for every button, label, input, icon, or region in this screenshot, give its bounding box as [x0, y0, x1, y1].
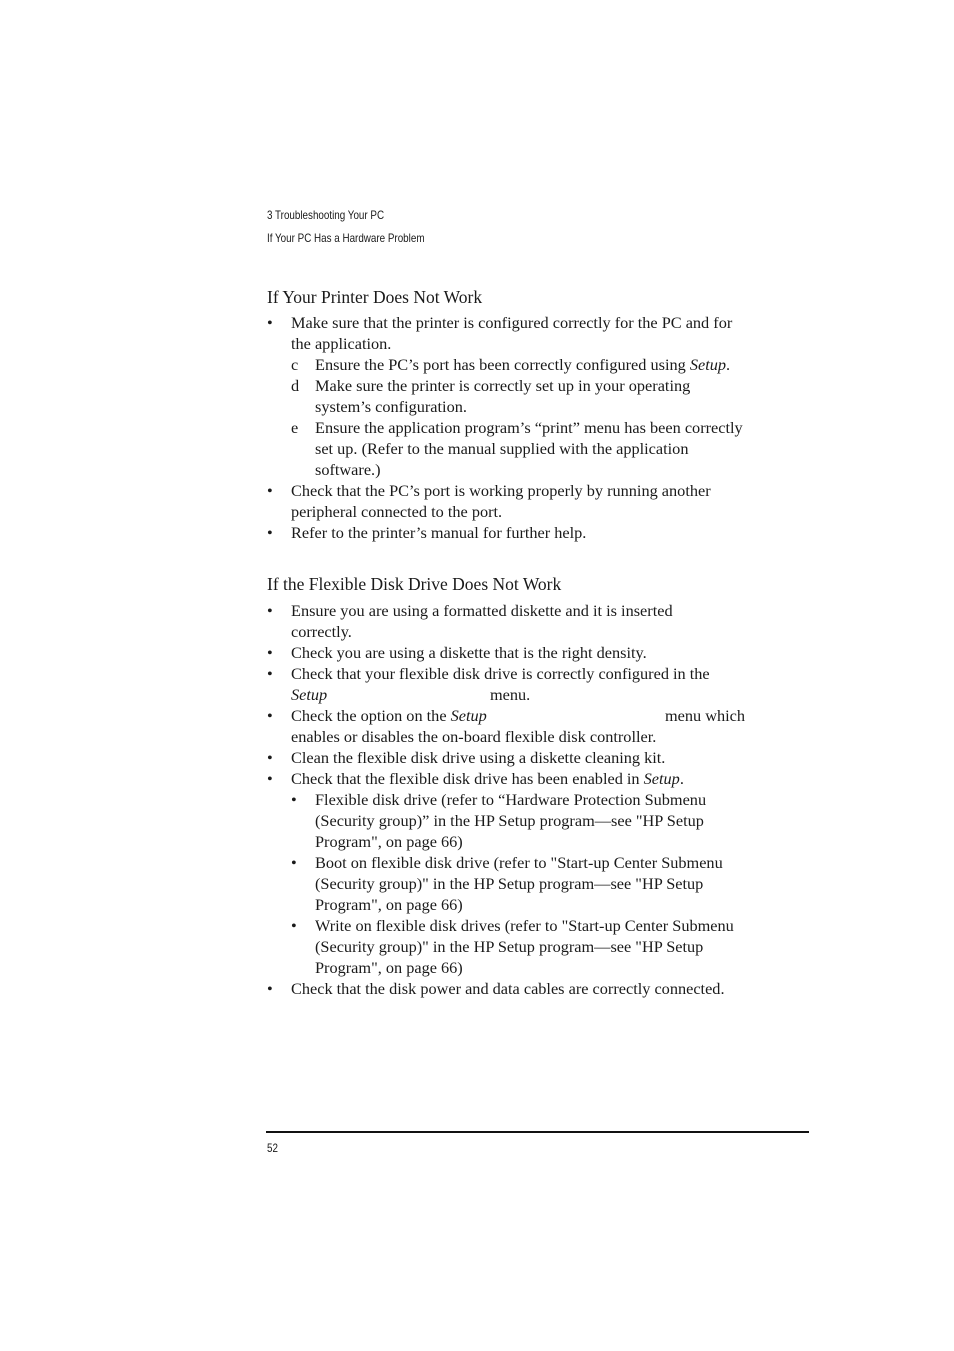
floppy-bullet-4-line-2: enables or disables the on-board flexible disk controller. [291, 727, 657, 746]
bullet-marker: • [267, 601, 273, 620]
bullet-marker: • [267, 706, 273, 725]
bullet-marker: • [267, 643, 273, 662]
step-marker-e: e [291, 418, 299, 437]
printer-step-e-line-3: software.) [315, 460, 381, 479]
setup-term: Setup [643, 769, 680, 788]
printer-step-c: Ensure the PC’s port has been correctly configured using Setup. [315, 355, 731, 374]
floppy-sub-2-line-3: Program", on page 66) [315, 895, 463, 914]
floppy-section-heading: If the Flexible Disk Drive Does Not Work [267, 574, 562, 594]
sub-bullet-marker: • [291, 790, 297, 809]
floppy-bullet-4-menu: menu which [665, 706, 746, 725]
floppy-bullet-5: Clean the flexible disk drive using a diskette cleaning kit. [291, 748, 666, 767]
setup-term: Setup [450, 706, 487, 725]
floppy-sub-3-line-2: (Security group)" in the HP Setup program—see "HP Setup [315, 937, 704, 956]
printer-bullet-3: Refer to the printer’s manual for further help. [291, 523, 587, 542]
floppy-sub-2-line-2: (Security group)" in the HP Setup program—see "HP Setup [315, 874, 704, 893]
setup-term: Setup [291, 685, 328, 704]
bullet-marker: • [267, 523, 273, 542]
bullet-marker: • [267, 313, 273, 332]
bullet-marker: • [267, 979, 273, 998]
bullet-marker: • [267, 481, 273, 500]
floppy-bullet-2: Check you are using a diskette that is the right density. [291, 643, 647, 662]
floppy-bullet-3-menu: menu. [490, 685, 531, 704]
running-header-chapter: 3 Troubleshooting Your PC [267, 208, 385, 222]
printer-bullet-2-line-2: peripheral connected to the port. [291, 502, 503, 521]
bullet-marker: • [267, 748, 273, 767]
floppy-sub-3-line-3: Program", on page 66) [315, 958, 463, 977]
floppy-sub-1-line-3: Program", on page 66) [315, 832, 463, 851]
floppy-bullet-7: Check that the disk power and data cables are correctly connected. [291, 979, 725, 998]
sub-bullet-marker: • [291, 916, 297, 935]
floppy-bullet-1-line-1: Ensure you are using a formatted diskette and it is inserted [291, 601, 673, 620]
floppy-bullet-1-line-2: correctly. [291, 622, 352, 641]
floppy-sub-2-line-1: Boot on flexible disk drive (refer to "Start-up Center Submenu [315, 853, 723, 872]
printer-step-e-line-1: Ensure the application program’s “print” menu has been correctly [315, 418, 743, 437]
floppy-bullet-6: Check that the flexible disk drive has been enabled in Setup. [291, 769, 684, 788]
printer-section-heading: If Your Printer Does Not Work [267, 287, 483, 307]
printer-step-d-line-2: system’s configuration. [315, 397, 467, 416]
bullet-marker: • [267, 769, 273, 788]
printer-step-e-line-2: set up. (Refer to the manual supplied with the application [315, 439, 689, 458]
printer-bullet-1-line-1: Make sure that the printer is configured correctly for the PC and for [291, 313, 733, 332]
floppy-sub-1-line-2: (Security group)” in the HP Setup program—see "HP Setup [315, 811, 704, 830]
step-marker-c: c [291, 355, 299, 374]
floppy-sub-1-line-1: Flexible disk drive (refer to “Hardware Protection Submenu [315, 790, 707, 809]
bullet-marker: • [267, 664, 273, 683]
setup-term: Setup [689, 355, 727, 374]
footer-rule [266, 1131, 809, 1133]
step-marker-d: d [291, 376, 300, 395]
page-number: 52 [267, 1141, 278, 1155]
sub-bullet-marker: • [291, 853, 297, 872]
printer-step-d-line-1: Make sure the printer is correctly set up in your operating [315, 376, 691, 395]
printer-bullet-2-line-1: Check that the PC’s port is working properly by running another [291, 481, 711, 500]
floppy-bullet-3-line-1: Check that your flexible disk drive is correctly configured in the [291, 664, 710, 683]
running-header-section: If Your PC Has a Hardware Problem [267, 231, 425, 245]
floppy-sub-3-line-1: Write on flexible disk drives (refer to "Start-up Center Submenu [315, 916, 734, 935]
floppy-bullet-4-line-1: Check the option on the Setup [291, 706, 487, 725]
printer-bullet-1-line-2: the application. [291, 334, 392, 353]
